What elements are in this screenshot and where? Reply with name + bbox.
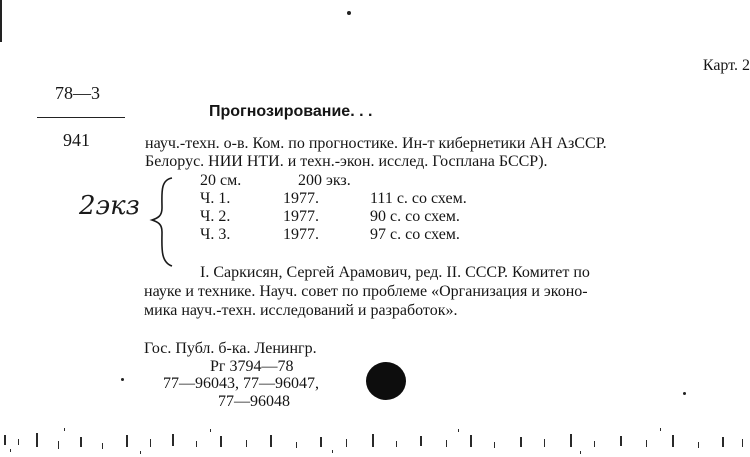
notes-line-3: мика науч.-техн. исследований и разработок». <box>144 302 458 319</box>
handwritten-copies-note: 2экз <box>79 191 140 221</box>
publisher-line-2: Белорус. НИИ НТИ. и техн.-экон. исслед. Госплана БССР). <box>145 153 548 170</box>
volume-pages: 97 с. со схем. <box>370 226 460 243</box>
copies: 200 экз. <box>298 172 351 189</box>
volume-part: Ч. 2. <box>200 208 231 225</box>
inventory-numbers-line-2: 77—96048 <box>218 393 290 410</box>
volume-pages: 90 с. со схем. <box>370 208 460 225</box>
record-title: Прогнозирование. . . <box>209 103 373 120</box>
library-name: Гос. Публ. б-ка. Ленингр. <box>144 340 317 357</box>
format: 20 см. <box>200 172 242 189</box>
publisher-line-1: науч.-техн. о-в. Ком. по прогностике. Ин-т кибернетики АН АзССР. <box>145 135 607 152</box>
card-left-edge <box>0 0 2 42</box>
registration-number: Рг 3794—78 <box>210 358 294 375</box>
volume-year: 1977. <box>283 190 319 207</box>
volume-part: Ч. 1. <box>200 190 231 207</box>
classification-code: 78—3 <box>55 83 100 103</box>
shelf-number: 941 <box>63 130 90 150</box>
volume-year: 1977. <box>283 226 319 243</box>
card-number: Карт. 2 <box>702 57 750 74</box>
notes-line-1: I. Саркисян, Сергей Арамович, ред. II. СССР. Комитет по <box>200 264 590 281</box>
punch-dot <box>347 11 351 15</box>
scan-noise-strip <box>0 425 750 457</box>
notes-line-2: науке и технике. Науч. совет по проблеме «Организация и эконо- <box>144 283 588 300</box>
ink-blot <box>366 362 406 400</box>
speck <box>121 378 124 381</box>
speck <box>683 392 686 395</box>
handwritten-brace <box>148 172 178 272</box>
volume-pages: 111 с. со схем. <box>370 190 467 207</box>
code-divider <box>37 117 125 118</box>
volume-part: Ч. 3. <box>200 226 231 243</box>
volume-year: 1977. <box>283 208 319 225</box>
inventory-numbers-line-1: 77—96043, 77—96047, <box>163 375 319 392</box>
